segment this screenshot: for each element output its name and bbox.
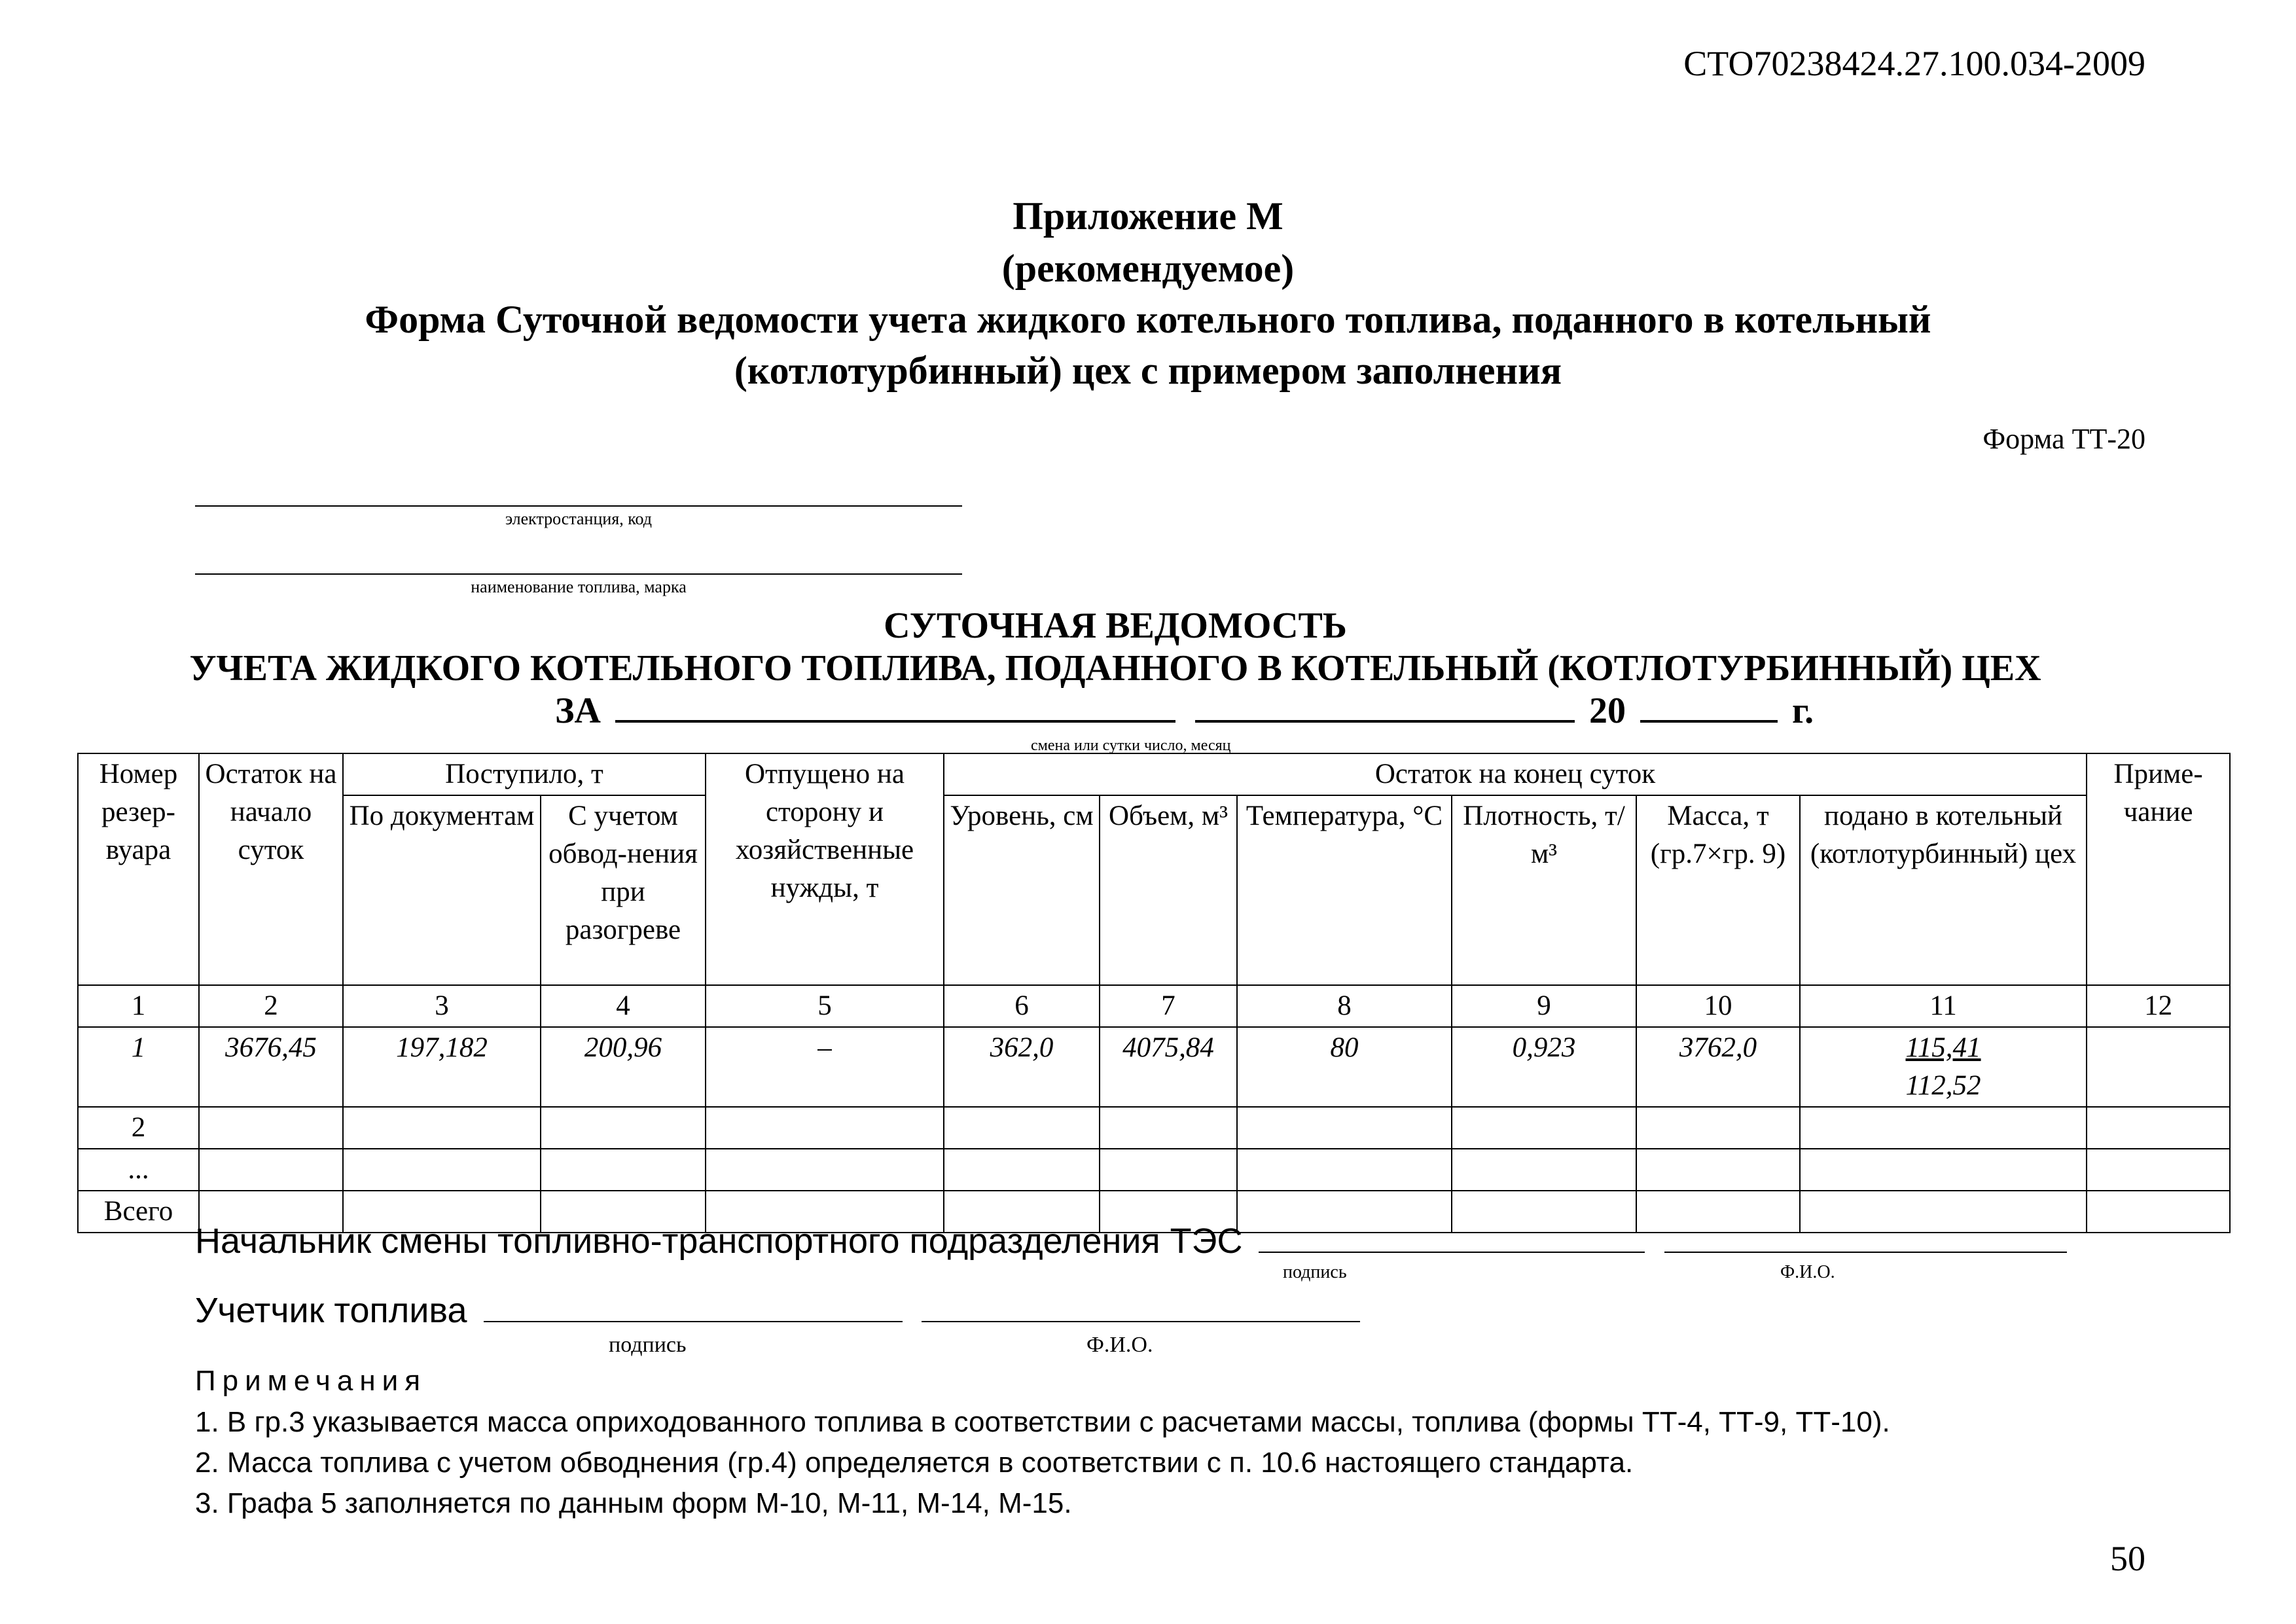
statement-title: СУТОЧНАЯ ВЕДОМОСТЬ bbox=[884, 605, 1347, 646]
period-field[interactable] bbox=[615, 687, 1175, 723]
cell-note[interactable] bbox=[2087, 1027, 2230, 1107]
cell-empty[interactable] bbox=[1100, 1149, 1237, 1191]
cell-temperature: 80 bbox=[1237, 1027, 1452, 1107]
statement-subtitle: УЧЕТА ЖИДКОГО КОТЕЛЬНОГО ТОПЛИВА, ПОДАННОГО В КОТЕЛЬНЫЙ (КОТЛОТУРБИННЫЙ) ЦЕХ bbox=[189, 648, 2041, 689]
accountant-signature-line bbox=[195, 1288, 1360, 1331]
header-tank-number: Номер резер-вуара bbox=[78, 753, 199, 985]
cell-empty[interactable] bbox=[706, 1107, 944, 1149]
cell-empty[interactable] bbox=[199, 1107, 343, 1149]
header-by-documents: По документам bbox=[343, 795, 541, 985]
cell-tank: ... bbox=[78, 1149, 199, 1191]
chief-label: Начальник смены топливно-транспортного подразделения ТЭС bbox=[195, 1221, 1243, 1261]
fuel-field[interactable] bbox=[195, 573, 962, 575]
cell-empty[interactable] bbox=[2087, 1149, 2230, 1191]
power-station-field[interactable] bbox=[195, 505, 962, 507]
cell-by-documents: 197,182 bbox=[343, 1027, 541, 1107]
chief-name-caption: Ф.И.О. bbox=[1780, 1262, 1835, 1282]
period-caption: смена или сутки число, месяц bbox=[1031, 737, 1231, 754]
za-label: ЗА bbox=[555, 691, 601, 731]
cell-empty[interactable] bbox=[541, 1149, 706, 1191]
header-start-balance: Остаток на начало суток bbox=[199, 753, 343, 985]
chief-name-field[interactable] bbox=[1664, 1219, 2067, 1253]
header-note: Приме-чание bbox=[2087, 753, 2230, 985]
chief-signature-line bbox=[195, 1219, 2067, 1261]
header-level: Уровень, см bbox=[944, 795, 1100, 985]
document-code: СТО70238424.27.100.034-2009 bbox=[1683, 44, 2145, 83]
period-line bbox=[555, 687, 1814, 732]
cell-empty[interactable] bbox=[2087, 1191, 2230, 1233]
cell-with-watering: 200,96 bbox=[541, 1027, 706, 1107]
cell-empty[interactable] bbox=[1636, 1107, 1800, 1149]
accountant-name-field[interactable] bbox=[922, 1288, 1360, 1322]
cell-empty[interactable] bbox=[343, 1107, 541, 1149]
column-number-row bbox=[78, 985, 2230, 1027]
page-number: 50 bbox=[2110, 1539, 2145, 1578]
cell-volume: 4075,84 bbox=[1100, 1027, 1237, 1107]
year-prefix: 20 bbox=[1589, 691, 1626, 731]
table-row bbox=[78, 1107, 2230, 1149]
date-field[interactable] bbox=[1195, 687, 1575, 723]
col-number: 2 bbox=[199, 985, 343, 1027]
cell-empty[interactable] bbox=[1800, 1107, 2087, 1149]
cell-total-label: Всего bbox=[78, 1191, 199, 1233]
cell-density: 0,923 bbox=[1452, 1027, 1636, 1107]
cell-empty[interactable] bbox=[343, 1149, 541, 1191]
fuel-statement-table bbox=[77, 753, 2231, 1233]
power-station-caption: электростанция, код bbox=[505, 509, 653, 528]
col-number: 12 bbox=[2087, 985, 2230, 1027]
cell-empty[interactable] bbox=[541, 1107, 706, 1149]
cell-empty[interactable] bbox=[1237, 1149, 1452, 1191]
form-identifier: Форма ТТ-20 bbox=[1982, 423, 2145, 455]
col-number: 7 bbox=[1100, 985, 1237, 1027]
cell-empty[interactable] bbox=[1800, 1149, 2087, 1191]
note-3: 3. Графа 5 заполняется по данным форм М-10, М-11, М-14, М-15. bbox=[195, 1487, 1072, 1519]
note-2: 2. Масса топлива с учетом обводнения (гр.4) определяется в соответствии с п. 10.6 настоящего стандарта. bbox=[195, 1447, 1634, 1479]
col-number: 10 bbox=[1636, 985, 1800, 1027]
header-released: Отпущено на сторону и хозяйственные нужды, т bbox=[706, 753, 944, 985]
header-with-watering: С учетом обвод-нения при разогреве bbox=[541, 795, 706, 985]
cell-tank: 1 bbox=[78, 1027, 199, 1107]
col-number: 3 bbox=[343, 985, 541, 1027]
cell-empty[interactable] bbox=[1452, 1149, 1636, 1191]
cell-empty[interactable] bbox=[944, 1107, 1100, 1149]
col-number: 9 bbox=[1452, 985, 1636, 1027]
header-end-balance: Остаток на конец суток bbox=[944, 753, 2087, 795]
chief-signature-caption: подпись bbox=[1283, 1262, 1347, 1282]
col-number: 4 bbox=[541, 985, 706, 1027]
col-number: 11 bbox=[1800, 985, 2087, 1027]
supplied-value-1: 115,41 bbox=[1905, 1032, 1981, 1063]
table-row bbox=[78, 1027, 2230, 1107]
accountant-signature-field[interactable] bbox=[484, 1288, 903, 1322]
cell-empty[interactable] bbox=[1452, 1107, 1636, 1149]
form-title-line1: Форма Суточной ведомости учета жидкого котельного топлива, поданного в котельный bbox=[365, 298, 1931, 341]
col-number: 1 bbox=[78, 985, 199, 1027]
header-volume: Объем, м³ bbox=[1100, 795, 1237, 985]
cell-tank: 2 bbox=[78, 1107, 199, 1149]
header-density: Плотность, т/м³ bbox=[1452, 795, 1636, 985]
accountant-label: Учетчик топлива bbox=[195, 1291, 467, 1330]
cell-empty[interactable] bbox=[706, 1149, 944, 1191]
cell-empty[interactable] bbox=[1100, 1107, 1237, 1149]
cell-empty[interactable] bbox=[2087, 1107, 2230, 1149]
header-received: Поступило, т bbox=[343, 753, 706, 795]
header-mass: Масса, т (гр.7×гр. 9) bbox=[1636, 795, 1800, 985]
chief-signature-field[interactable] bbox=[1259, 1219, 1645, 1253]
cell-supplied bbox=[1800, 1027, 2087, 1107]
appendix-status: (рекомендуемое) bbox=[1001, 247, 1295, 290]
col-number: 6 bbox=[944, 985, 1100, 1027]
cell-empty[interactable] bbox=[944, 1149, 1100, 1191]
col-number: 5 bbox=[706, 985, 944, 1027]
cell-start-balance: 3676,45 bbox=[199, 1027, 343, 1107]
header-supplied: подано в котельный (котлотурбинный) цех bbox=[1800, 795, 2087, 985]
accountant-signature-caption: подпись bbox=[609, 1333, 687, 1357]
accountant-name-caption: Ф.И.О. bbox=[1086, 1333, 1153, 1357]
cell-released: – bbox=[706, 1027, 944, 1107]
note-1: 1. В гр.3 указывается масса оприходованного топлива в соответствии с расчетами массы, топлива (формы ТТ-4, ТТ-9, ТТ-10). bbox=[195, 1406, 1890, 1438]
form-title-line2: (котлотурбинный) цех с примером заполнения bbox=[734, 349, 1562, 392]
cell-empty[interactable] bbox=[1636, 1149, 1800, 1191]
year-field[interactable] bbox=[1640, 687, 1778, 723]
year-suffix: г. bbox=[1792, 691, 1814, 731]
col-number: 8 bbox=[1237, 985, 1452, 1027]
cell-empty[interactable] bbox=[199, 1149, 343, 1191]
table-row bbox=[78, 1149, 2230, 1191]
notes-heading: Примечания bbox=[195, 1365, 427, 1397]
cell-mass: 3762,0 bbox=[1636, 1027, 1800, 1107]
fuel-caption: наименование топлива, марка bbox=[471, 577, 687, 596]
supplied-value-2: 112,52 bbox=[1905, 1070, 1981, 1101]
cell-level: 362,0 bbox=[944, 1027, 1100, 1107]
cell-empty[interactable] bbox=[1237, 1107, 1452, 1149]
appendix-title: Приложение М bbox=[1013, 194, 1283, 238]
header-temperature: Температура, °С bbox=[1237, 795, 1452, 985]
